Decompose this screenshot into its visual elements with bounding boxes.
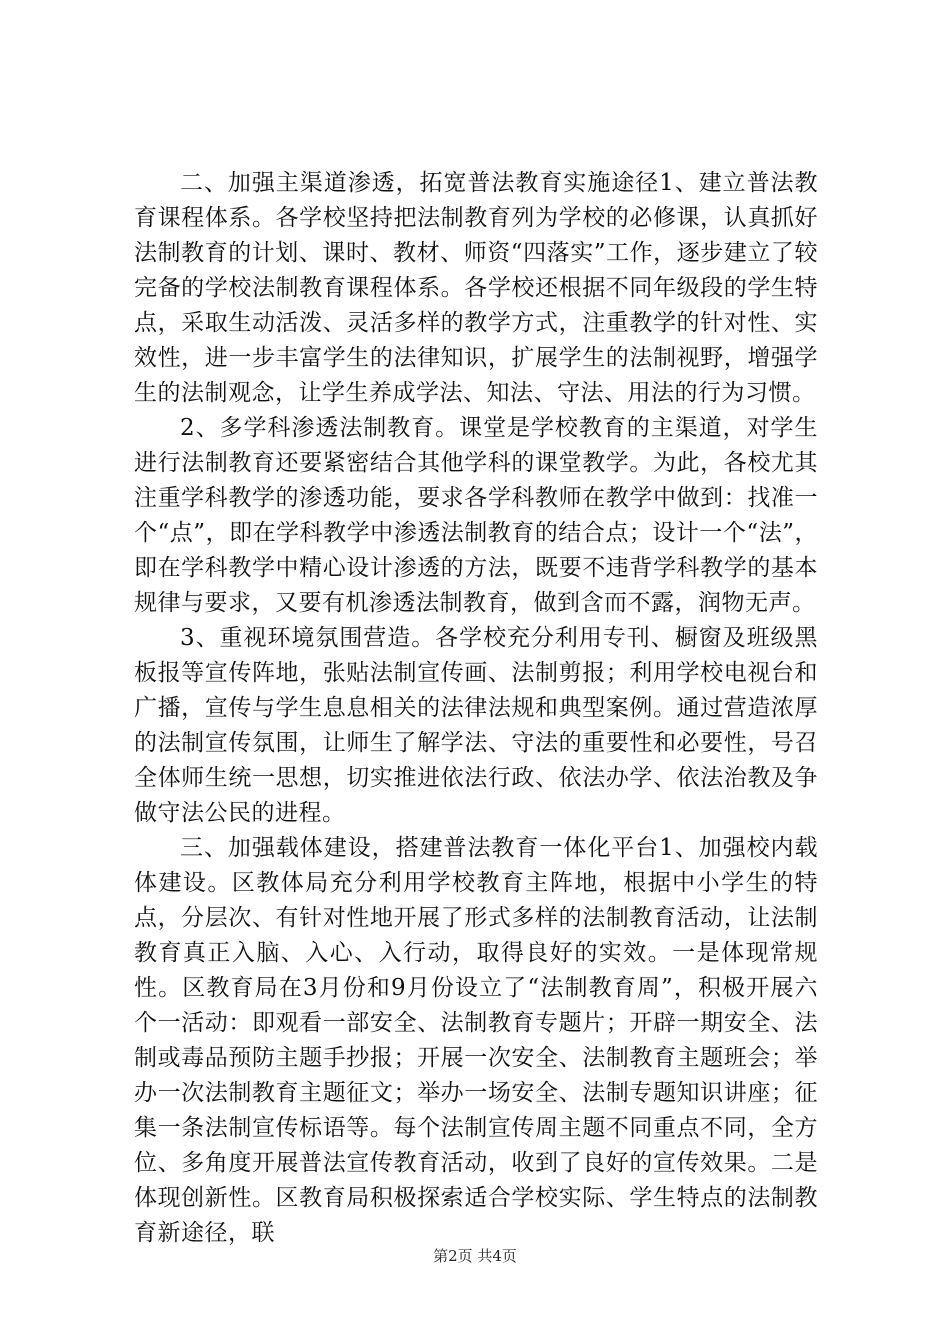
page-footer: 第2页 共4页 bbox=[433, 1247, 517, 1265]
paragraph-section-three: 三、加强载体建设，搭建普法教育一体化平台1、加强校内载体建设。区教体局充分利用学校教育主阵地，根据中小学生的特点，分层次、有针对性地开展了形式多样的法制教育活动，让法制教育真正入脑、入心、入行动，取得良好的实效。一是体现常规性。区教育局在3月份和9月份设立了“法制教育周”，积极开展六个一活动：即观看一部安全、法制教育专题片；开辟一期安全、法制或毒品预防主题手抄报；开展一次安全、法制教育主题班会；举办一次法制教育主题征文；举办一场安全、法制专题知识讲座；征集一条法制宣传标语等。每个法制宣传周主题不同重点不同，全方位、多角度开展普法宣传教育活动，收到了良好的宣传效果。二是体现创新性。区教育局积极探索适合学校实际、学生特点的法制教育新途径，联 bbox=[134, 835, 818, 1246]
document-body bbox=[134, 166, 818, 1251]
paragraph-environment: 3、重视环境氛围营造。各学校充分利用专刊、橱窗及班级黑板报等宣传阵地，张贴法制宣传画、法制剪报；利用学校电视台和广播，宣传与学生息息相关的法律法规和典型案例。通过营造浓厚的法制宣传氛围，让师生了解学法、守法的重要性和必要性，号召全体师生统一思想，切实推进依法行政、依法办学、依法治教及争做守法公民的进程。 bbox=[134, 625, 818, 826]
paragraph-section-two: 二、加强主渠道渗透，拓宽普法教育实施途径1、建立普法教育课程体系。各学校坚持把法制教育列为学校的必修课，认真抓好法制教育的计划、课时、教材、师资“四落实”工作，逐步建立了较完备的学校法制教育课程体系。各学校还根据不同年级段的学生特点，采取生动活泼、灵活多样的教学方式，注重教学的针对性、实效性，进一步丰富学生的法律知识，扩展学生的法制视野，增强学生的法制观念，让学生养成学法、知法、守法、用法的行为习惯。 bbox=[134, 170, 818, 406]
paragraph-multi-subject: 2、多学科渗透法制教育。课堂是学校教育的主渠道，对学生进行法制教育还要紧密结合其他学科的课堂教学。为此，各校尤其注重学科教学的渗透功能，要求各学科教师在教学中做到：找准一个“点”，即在学科教学中渗透法制教育的结合点；设计一个“法”，即在学科教学中精心设计渗透的方法，既要不违背学科教学的基本规律与要求，又要有机渗透法制教育，做到含而不露，润物无声。 bbox=[134, 415, 818, 616]
